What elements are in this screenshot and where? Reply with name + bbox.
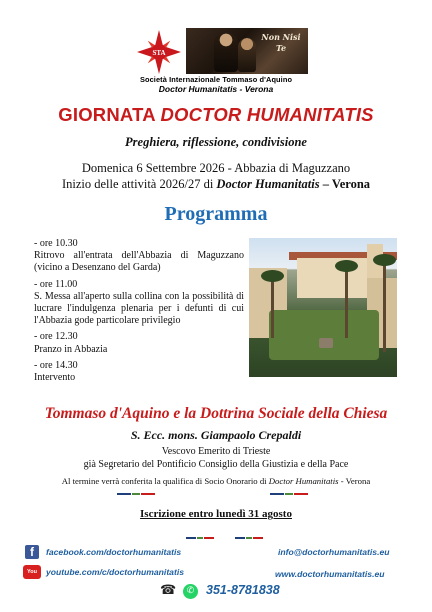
phone-number[interactable]: 351-8781838 — [206, 583, 280, 597]
schedule-item — [34, 331, 244, 355]
schedule-time: - ore 12.30 — [34, 331, 78, 343]
youtube-icon[interactable]: You Tube — [23, 565, 41, 579]
schedule-desc: Pranzo in Abbazia — [34, 343, 108, 355]
schedule-time: - ore 10.30 — [34, 238, 78, 249]
event-title: GIORNATA DOCTOR HUMANITATIS — [58, 104, 374, 125]
registration-deadline: Iscrizione entro lunedì 31 agosto — [140, 508, 292, 520]
event-subtitle: Preghiera, riflessione, condivisione — [125, 135, 307, 149]
email-link[interactable]: info@doctorhumanitatis.eu — [278, 547, 390, 557]
abbey-photo — [249, 238, 397, 377]
divider-right — [270, 493, 310, 496]
society-name: Società Internazionale Tommaso d'Aquino — [139, 75, 293, 84]
lecture-title: Tommaso d'Aquino e la Dottrina Sociale della Chiesa — [44, 405, 388, 422]
whatsapp-icon: ✆ — [183, 584, 198, 599]
programma-heading: Programma — [164, 203, 268, 225]
facebook-icon[interactable]: f — [25, 545, 39, 559]
divider-left — [117, 493, 157, 496]
schedule-desc: Ritrovo all'entrata dell'Abbazia di Maguzzano (vicino a Desenzano del Garda) — [34, 250, 244, 274]
facebook-link[interactable]: facebook.com/doctorhumanitatis — [46, 547, 182, 557]
schedule-list — [34, 238, 244, 388]
divider-bottom-right — [235, 537, 265, 540]
activity-start: Inizio delle attività 2026/27 di Doctor Humanitatis – Verona — [61, 177, 371, 191]
speaker-name: S. Ecc. mons. Giampaolo Crepaldi — [130, 428, 302, 442]
speaker-previous-role: già Segretario del Pontificio Consiglio della Giustizia e della Pace — [83, 459, 349, 470]
schedule-item — [34, 279, 244, 328]
header-painting — [186, 28, 308, 74]
svg-text:STA: STA — [152, 49, 166, 57]
motto: Non Nisi Te — [261, 32, 301, 53]
event-date: Domenica 6 Settembre 2026 - Abbazia di Maguzzano — [81, 161, 351, 175]
schedule-time: - ore 14.30 — [34, 359, 78, 371]
phone-icon: ☎ — [160, 583, 177, 598]
header — [0, 28, 432, 98]
schedule-item — [34, 360, 244, 384]
schedule-desc: Intervento — [34, 372, 76, 384]
speaker-role: Vescovo Emerito di Trieste — [161, 446, 271, 457]
schedule-time: - ore 11.00 — [34, 278, 78, 290]
website-link[interactable]: www.doctorhumanitatis.eu — [275, 569, 385, 579]
schedule-desc: S. Messa all'aperto sulla collina con la possibilità di lucrare l'indulgenza plenaria per i defunti di cui l'Abbazia gode particolare privilegio — [34, 290, 244, 327]
star-logo-icon — [137, 30, 181, 74]
divider-bottom-left — [186, 537, 216, 540]
youtube-link[interactable]: youtube.com/c/doctorhumanitatis — [46, 567, 184, 577]
honorary-note: Al termine verrà conferita la qualifica di Socio Onorario di Doctor Humanitatis - Verona — [61, 476, 371, 486]
schedule-item — [34, 238, 244, 275]
society-subtitle: Doctor Humanitatis - Verona — [158, 84, 274, 94]
